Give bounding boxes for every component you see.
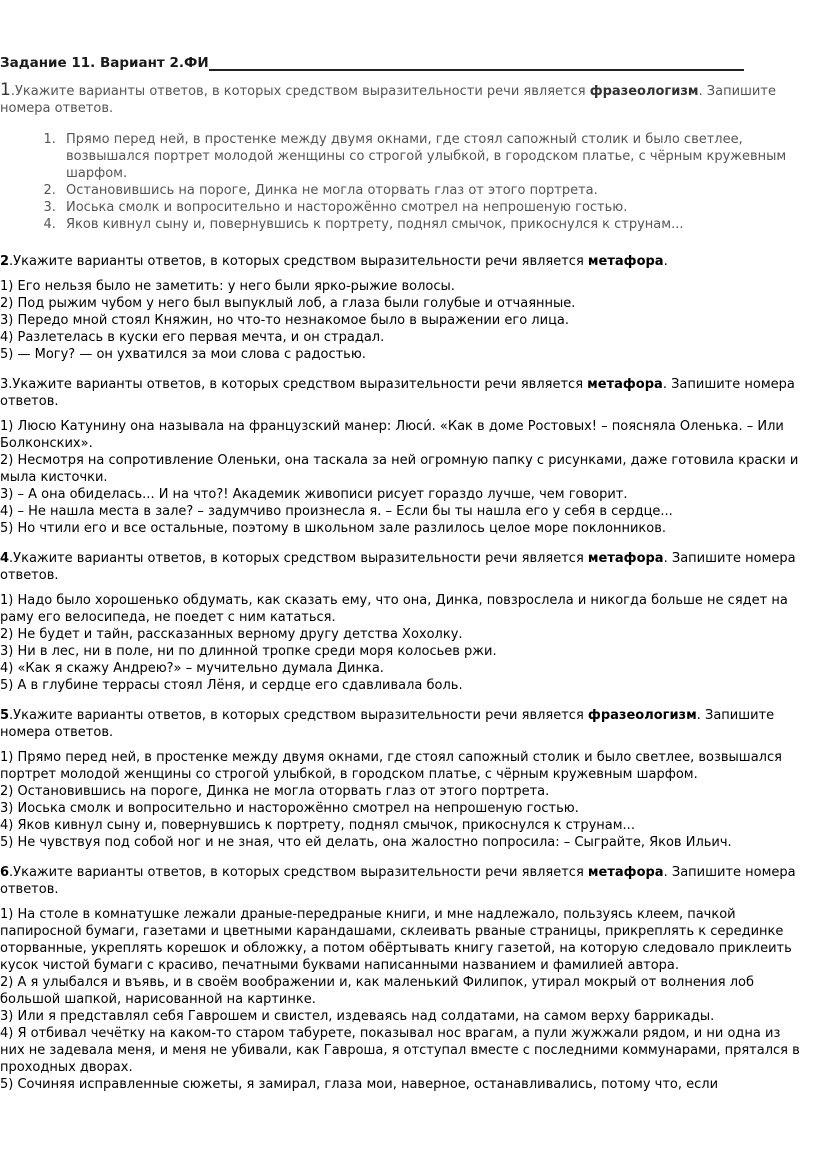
- question-6-header: 6.Укажите варианты ответов, в которых средством выразительности речи является метафора. Запишите номера ответов.: [0, 865, 796, 897]
- list-item: 3) Передо мной стоял Княжин, но что-то незнакомое было в выражении его лица.: [0, 313, 570, 328]
- list-item: 2) Несмотря на сопротивление Оленьки, она таскала за ней огромную папку с рисунками, даже готовила краски и мыла кисточки.: [0, 453, 799, 485]
- list-item: 2) А я улыбался и въявь, и в своём воображении и, как маленький Филипок, утирал мокрый от волнения лоб большой шапкой, нарисованной на картинке.: [0, 975, 755, 1007]
- question-5: [0, 707, 805, 851]
- question-4-options: [0, 592, 805, 694]
- list-item: 4) – Не нашла места в зале? – задумчиво произнесла я. – Если бы ты нашла его у себя в сердце...: [0, 504, 673, 519]
- list-item: 4) Разлетелась в куски его первая мечта, и он страдал.: [0, 330, 385, 345]
- name-underline: [209, 52, 744, 71]
- list-item: 1. Прямо перед ней, в простенке между двумя окнами, где стоял сапожный столик и было светлее, возвышался портрет молодой женщины со строгой улыбкой, в городском платье, с чёрным кружевным шарфом.: [60, 131, 805, 182]
- question-3-options: [0, 418, 805, 537]
- question-4: [0, 550, 805, 694]
- list-item: 3) Иоська смолк и вопросительно и насторожённо смотрел на непрошеную гостью.: [0, 801, 579, 816]
- question-5-header: 5.Укажите варианты ответов, в которых средством выразительности речи является фразеологизм. Запишите номера ответов.: [0, 708, 775, 740]
- question-6: [0, 864, 805, 1093]
- list-item: 5) А в глубине террасы стоял Лёня, и сердце его сдавливала боль.: [0, 678, 463, 693]
- list-item: 2) Остановившись на пороге, Динка не могла оторвать глаз от этого портрета.: [0, 784, 550, 799]
- question-6-options: [0, 906, 805, 1093]
- list-item: 1) Надо было хорошенько обдумать, как сказать ему, что она, Динка, повзрослела и никогда больше не сядет на раму его велосипеда, не поедет с ним кататься.: [0, 593, 788, 625]
- question-3-header: 3.Укажите варианты ответов, в которых средством выразительности речи является метафора. Запишите номера ответов.: [0, 377, 795, 409]
- list-item: 3) – А она обиделась... И на что?! Академик живописи рисует гораздо лучше, чем говорит.: [0, 487, 628, 502]
- question-1: [0, 82, 805, 117]
- list-item: 4. Яков кивнул сыну и, повернувшись к портрету, поднял смычок, прикоснулся к струнам...: [60, 216, 805, 233]
- task-title: [0, 52, 805, 74]
- list-item: 2. Остановившись на пороге, Динка не могла оторвать глаз от этого портрета.: [60, 182, 805, 199]
- list-item: 3) Ни в лес, ни в поле, ни по длинной тропке среди моря колосьев ржи.: [0, 644, 497, 659]
- list-item: 4) «Как я скажу Андрею?» – мучительно думала Динка.: [0, 661, 384, 676]
- list-item: 2) Не будет и тайн, рассказанных верному другу детства Хохолку.: [0, 627, 463, 642]
- list-item: 1) Прямо перед ней, в простенке между двумя окнами, где стоял сапожный столик и было светлее, возвышался портрет молодой женщины со строгой улыбкой, в городском платье, с чёрным кружевным шарфом.: [0, 750, 782, 782]
- list-item: 5) Но чтили его и все остальные, поэтому в школьном зале разлилось целое море поклонников.: [0, 521, 667, 536]
- list-item: 1) Люсю Катунину она называла на французский манер: Люси́. «Как в доме Ростовых! – поясняла Оленька. – Или Болконских».: [0, 419, 784, 451]
- question-2-header: 2.Укажите варианты ответов, в которых средством выразительности речи является метафора.: [0, 254, 668, 269]
- question-2: [0, 253, 805, 363]
- list-item: 3. Иоська смолк и вопросительно и насторожённо смотрел на непрошеную гостью.: [60, 199, 805, 216]
- question-5-options: [0, 749, 805, 851]
- list-item: 1) На столе в комнатушке лежали драные-передраные книги, и мне надлежало, пользуясь клеем, пачкой папиросной бумаги, газетами и цветными карандашами, склеивать рваные страницы, прикреплять к серединке оторванные, укреплять корешок и обложку, а потом обёртывать книгу газетой, на которую следовало приклеить кусок чистой бумаги с красиво, печатными буквами написанными названием и фамилией автора.: [0, 907, 792, 973]
- question-1-header: 1.Укажите варианты ответов, в которых средством выразительности речи является фразеологизм. Запишите номера ответов.: [0, 80, 776, 116]
- list-item: 5) — Могу? — он ухватился за мои слова с радостью.: [0, 347, 366, 362]
- question-1-options: [0, 131, 805, 233]
- question-1-number: 1: [0, 80, 11, 100]
- list-item: 3) Или я представлял себя Гаврошем и свистел, издеваясь над солдатами, на самом верху баррикады.: [0, 1009, 715, 1024]
- question-3: [0, 376, 805, 537]
- list-item: 4) Я отбивал чечётку на каком-то старом табурете, показывал нос врагам, а пули жужжали рядом, и ни одна из них не задевала меня, и меня не убивали, как Гавроша, я отступал вместе с последними коммунарами, прятался в проходных дворах.: [0, 1026, 800, 1075]
- list-item: 4) Яков кивнул сыну и, повернувшись к портрету, поднял смычок, прикоснулся к струнам...: [0, 818, 635, 833]
- task-title-text: Задание 11. Вариант 2.ФИ: [0, 55, 209, 71]
- list-item: 1) Его нельзя было не заметить: у него были ярко-рыжие волосы.: [0, 279, 455, 294]
- question-2-options: [0, 278, 805, 363]
- document-page: [0, 52, 805, 1093]
- list-item: 5) Не чувствуя под собой ног и не зная, что ей делать, она жалостно попросила: – Сыграйте, Яков Ильич.: [0, 835, 732, 850]
- list-item: 5) Сочиняя исправленные сюжеты, я замирал, глаза мои, наверное, останавливались, потому что, если: [0, 1077, 719, 1092]
- list-item: 2) Под рыжим чубом у него был выпуклый лоб, а глаза были голубые и отчаянные.: [0, 296, 576, 311]
- question-4-header: 4.Укажите варианты ответов, в которых средством выразительности речи является метафора. Запишите номера ответов.: [0, 551, 796, 583]
